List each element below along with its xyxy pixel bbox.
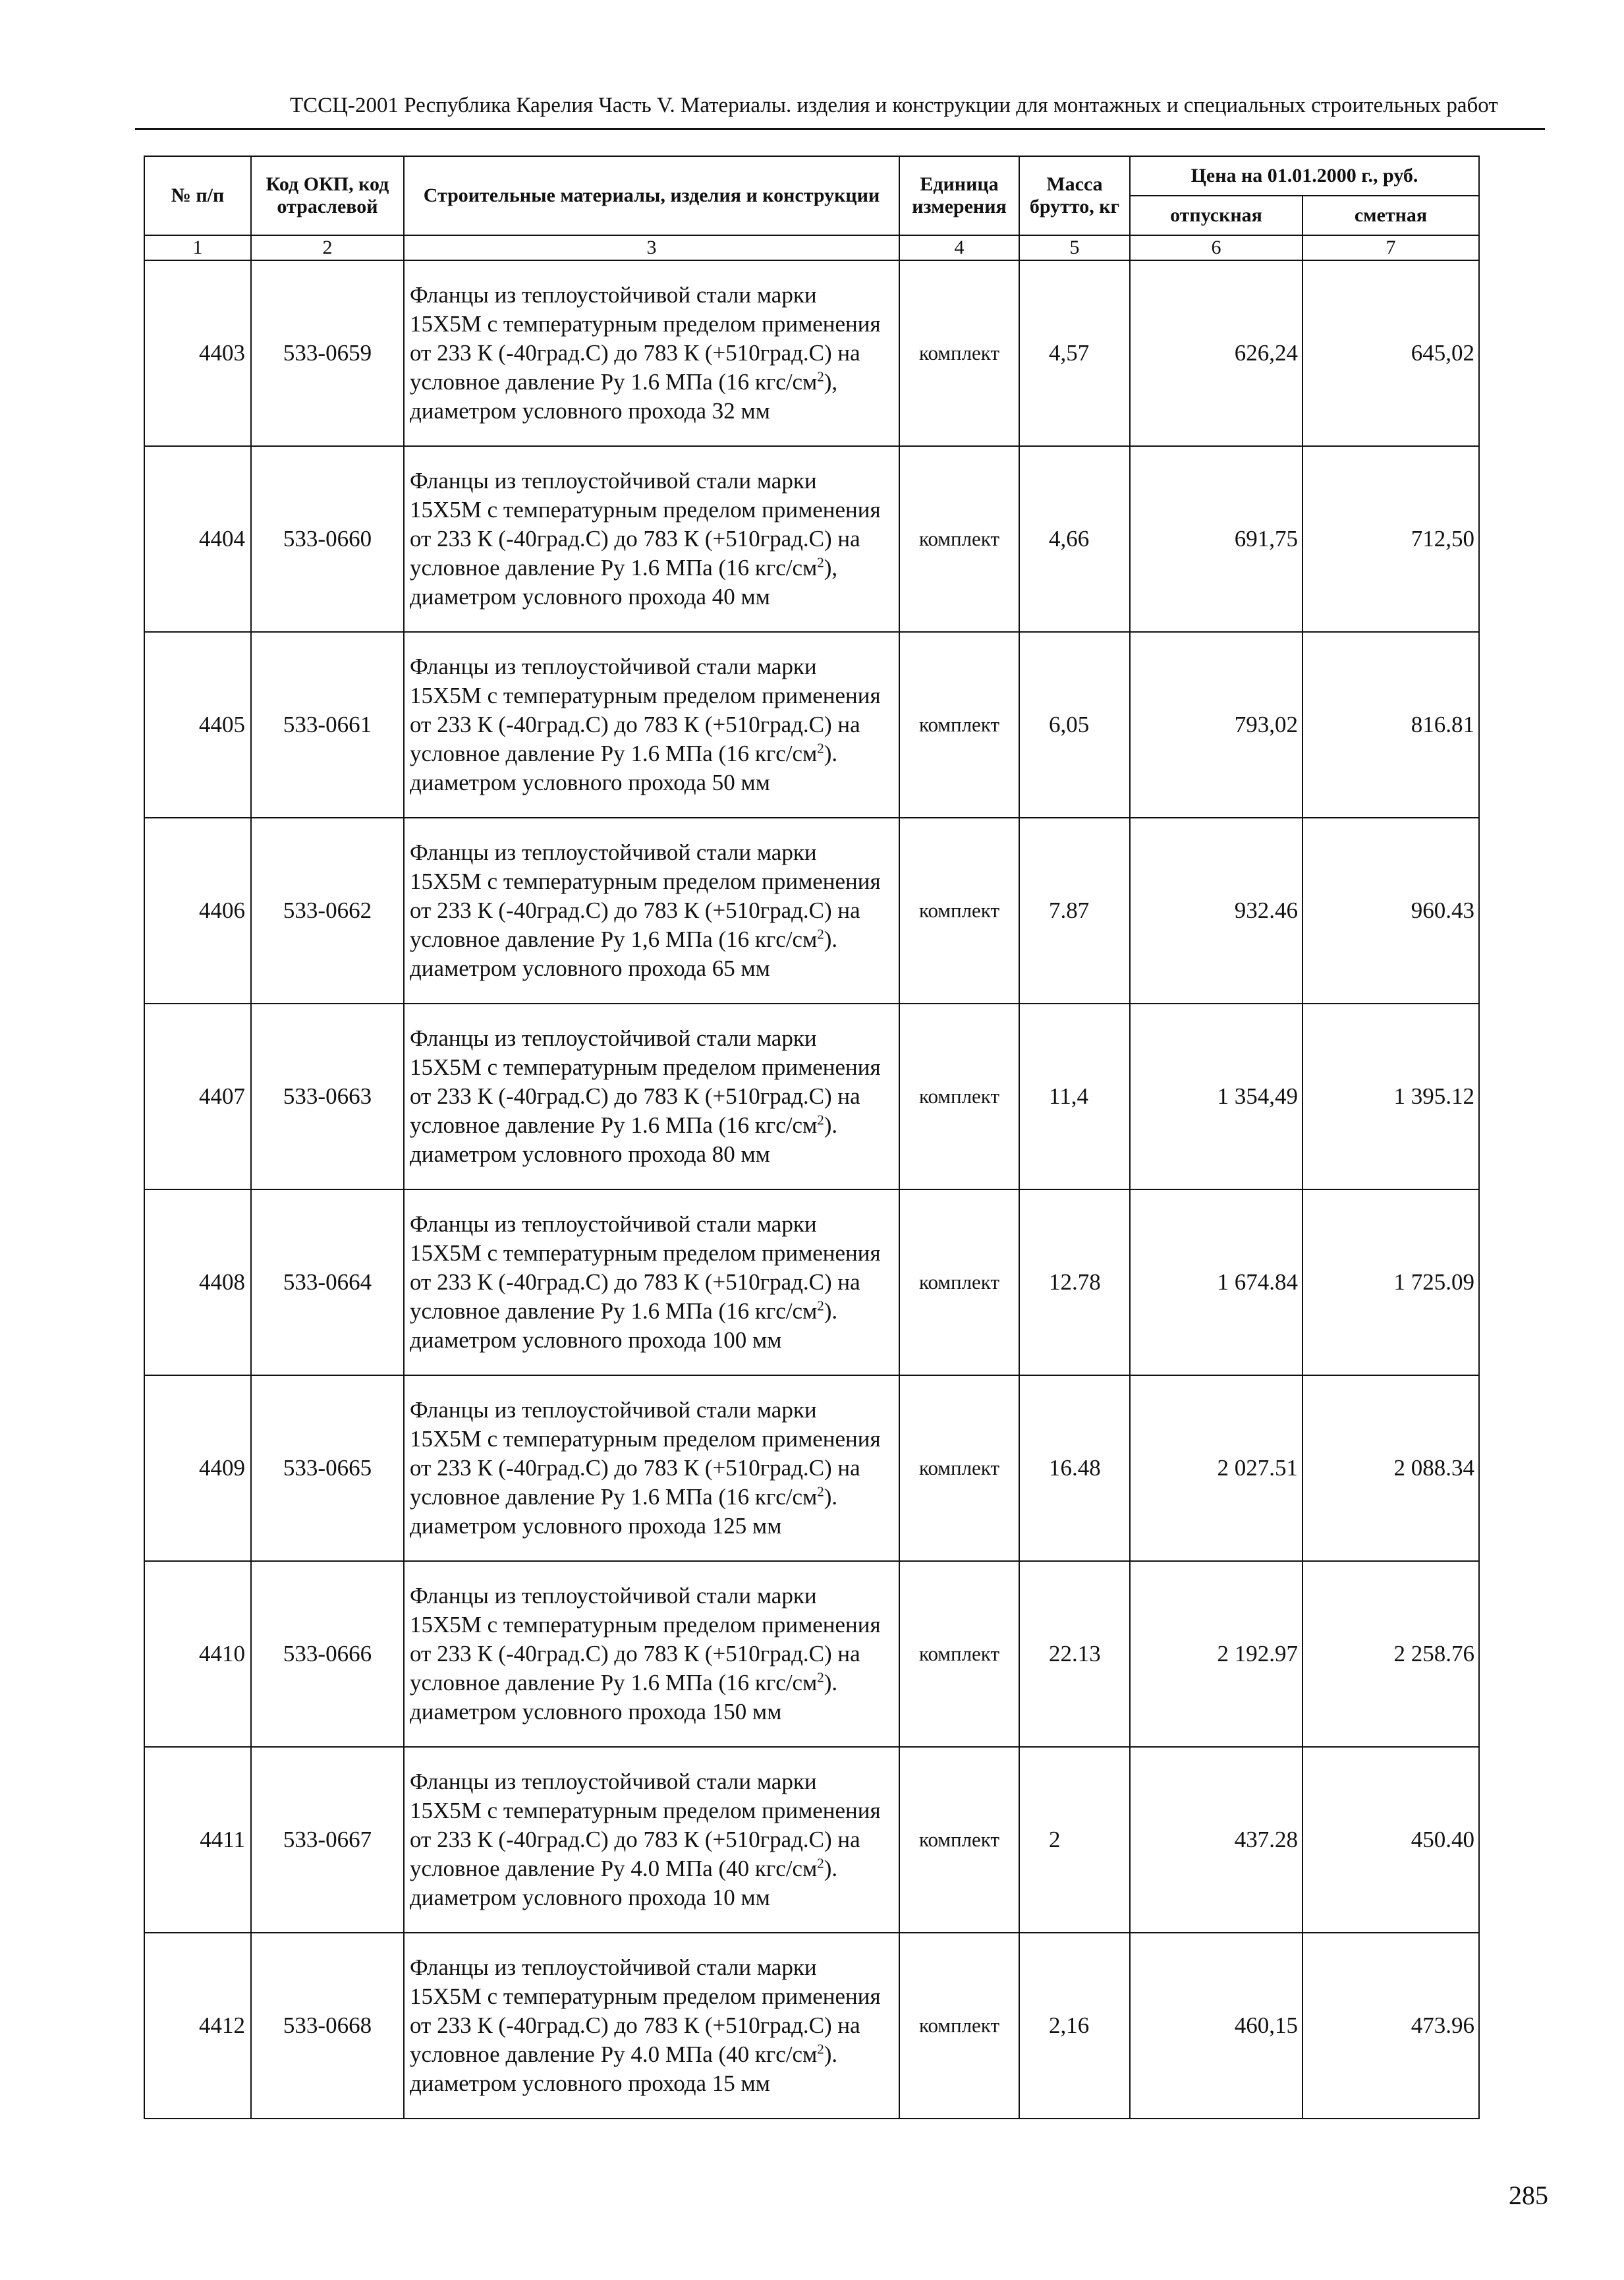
description-text-tail: ). диаметром условного прохода 150 мм [410,1670,838,1724]
price-estimate: 2 088.34 [1302,1375,1479,1561]
column-number: 1 [144,235,251,260]
price-release: 691,75 [1130,446,1302,632]
gross-mass: 12.78 [1019,1189,1130,1375]
price-release: 1 354,49 [1130,1004,1302,1189]
material-description [404,1561,899,1747]
table-row [144,632,1479,818]
description-text: Фланцы из теплоустойчивой стали марки 15Х5М с температурным пределом применения от 233 К (-40град.С) до 783 К (+510град.С) на условное давление Ру 1.6 МПа (16 кгс/см [410,282,881,395]
description-text: Фланцы из теплоустойчивой стали марки 15Х5М с температурным пределом применения от 233 К (-40град.С) до 783 К (+510град.С) на условное давление Ру 1,6 МПа (16 кгс/см [410,840,881,952]
table-row [144,446,1479,632]
header-rule [135,128,1545,130]
okp-code: 533-0664 [251,1189,404,1375]
row-number: 4409 [144,1375,251,1561]
description-superscript: 2 [817,2041,824,2057]
price-estimate: 645,02 [1302,260,1479,446]
okp-code: 533-0659 [251,260,404,446]
unit-of-measure: комплект [899,1375,1019,1561]
row-number: 4411 [144,1747,251,1933]
okp-code: 533-0667 [251,1747,404,1933]
price-release: 793,02 [1130,632,1302,818]
unit-of-measure: комплект [899,1933,1019,2119]
unit-of-measure: комплект [899,1189,1019,1375]
price-estimate: 473.96 [1302,1933,1479,2119]
okp-code: 533-0666 [251,1561,404,1747]
row-number: 4408 [144,1189,251,1375]
description-text-tail: ). диаметром условного прохода 80 мм [410,1112,838,1167]
col-header-name: Строительные материалы, изделия и конструкции [404,156,899,235]
description-text-tail: ). диаметром условного прохода 15 мм [410,2041,838,2096]
description-superscript: 2 [817,1112,824,1128]
unit-of-measure: комплект [899,260,1019,446]
page-number: 285 [1509,2180,1548,2210]
row-number: 4405 [144,632,251,818]
column-number: 6 [1130,235,1302,260]
col-header-code: Код ОКП, код отраслевой [251,156,404,235]
col-header-unit: Единица измерения [899,156,1019,235]
description-text-tail: ). диаметром условного прохода 125 мм [410,1484,838,1539]
description-text-tail: ). диаметром условного прохода 50 мм [410,741,838,795]
description-superscript: 2 [817,1297,824,1314]
okp-code: 533-0668 [251,1933,404,2119]
price-estimate: 960.43 [1302,818,1479,1004]
col-header-mass: Масса брутто, кг [1019,156,1130,235]
row-number: 4406 [144,818,251,1004]
description-text: Фланцы из теплоустойчивой стали марки 15Х5М с температурным пределом применения от 233 К (-40град.С) до 783 К (+510град.С) на условное давление Ру 1.6 МПа (16 кгс/см [410,1583,881,1696]
okp-code: 533-0665 [251,1375,404,1561]
material-description [404,1189,899,1375]
price-release: 460,15 [1130,1933,1302,2119]
price-release: 626,24 [1130,260,1302,446]
table-row [144,1004,1479,1189]
row-number: 4407 [144,1004,251,1189]
table-row [144,818,1479,1004]
description-superscript: 2 [817,1855,824,1871]
gross-mass: 7.87 [1019,818,1130,1004]
row-number: 4403 [144,260,251,446]
table-row [144,1561,1479,1747]
gross-mass: 6,05 [1019,632,1130,818]
okp-code: 533-0660 [251,446,404,632]
row-number: 4412 [144,1933,251,2119]
price-release: 2 192.97 [1130,1561,1302,1747]
unit-of-measure: комплект [899,446,1019,632]
description-superscript: 2 [817,1669,824,1686]
table-row [144,1933,1479,2119]
description-text: Фланцы из теплоустойчивой стали марки 15Х5М с температурным пределом применения от 233 К (-40град.С) до 783 К (+510град.С) на условное давление Ру 1.6 МПа (16 кгс/см [410,1025,881,1138]
material-description [404,632,899,818]
column-number: 7 [1302,235,1479,260]
material-description [404,1933,899,2119]
price-release: 2 027.51 [1130,1375,1302,1561]
description-text: Фланцы из теплоустойчивой стали марки 15Х5М с температурным пределом применения от 233 К (-40град.С) до 783 К (+510град.С) на условное давление Ру 1.6 МПа (16 кгс/см [410,1397,881,1510]
table-row [144,1375,1479,1561]
description-superscript: 2 [817,740,824,756]
description-text: Фланцы из теплоустойчивой стали марки 15Х5М с температурным пределом применения от 233 К (-40град.С) до 783 К (+510град.С) на условное давление Ру 4.0 МПа (40 кгс/см [410,1954,881,2067]
unit-of-measure: комплект [899,1004,1019,1189]
price-estimate: 1 395.12 [1302,1004,1479,1189]
page-header: ТССЦ-2001 Республика Карелия Часть V. Материалы. изделия и конструкции для монтажных и специальных строительных работ [290,94,1498,117]
material-description [404,1375,899,1561]
gross-mass: 2 [1019,1747,1130,1933]
description-superscript: 2 [817,1483,824,1500]
price-release: 437.28 [1130,1747,1302,1933]
description-text-tail: ). диаметром условного прохода 10 мм [410,1856,838,1910]
column-number: 5 [1019,235,1130,260]
price-estimate: 712,50 [1302,446,1479,632]
gross-mass: 16.48 [1019,1375,1130,1561]
col-header-num: № п/п [144,156,251,235]
column-number: 4 [899,235,1019,260]
price-table [144,156,1480,2119]
material-description [404,818,899,1004]
price-release: 1 674.84 [1130,1189,1302,1375]
gross-mass: 2,16 [1019,1933,1130,2119]
description-text: Фланцы из теплоустойчивой стали марки 15Х5М с температурным пределом применения от 233 К (-40град.С) до 783 К (+510град.С) на условное давление Ру 4.0 МПа (40 кгс/см [410,1769,881,1881]
material-description [404,1747,899,1933]
unit-of-measure: комплект [899,632,1019,818]
gross-mass: 11,4 [1019,1004,1130,1189]
column-number: 2 [251,235,404,260]
gross-mass: 4,57 [1019,260,1130,446]
column-number: 3 [404,235,899,260]
material-description [404,260,899,446]
description-text-tail: ), диаметром условного прохода 40 мм [410,555,838,610]
description-superscript: 2 [817,554,824,571]
table-row [144,1189,1479,1375]
description-text: Фланцы из теплоустойчивой стали марки 15Х5М с температурным пределом применения от 233 К (-40град.С) до 783 К (+510град.С) на условное давление Ру 1.6 МПа (16 кгс/см [410,1211,881,1324]
description-text-tail: ). диаметром условного прохода 100 мм [410,1298,838,1353]
row-number: 4404 [144,446,251,632]
price-estimate: 816.81 [1302,632,1479,818]
description-text-tail: ). диаметром условного прохода 65 мм [410,926,838,981]
col-header-price-estimate: сметная [1302,196,1479,235]
gross-mass: 4,66 [1019,446,1130,632]
row-number: 4410 [144,1561,251,1747]
description-text-tail: ), диаметром условного прохода 32 мм [410,369,838,424]
unit-of-measure: комплект [899,818,1019,1004]
table-row [144,260,1479,446]
material-description [404,446,899,632]
description-text: Фланцы из теплоустойчивой стали марки 15Х5М с температурным пределом применения от 233 К (-40град.С) до 783 К (+510град.С) на условное давление Ру 1.6 МПа (16 кгс/см [410,654,881,766]
col-header-price-group: Цена на 01.01.2000 г., руб. [1130,156,1479,196]
table-row [144,1747,1479,1933]
price-estimate: 2 258.76 [1302,1561,1479,1747]
okp-code: 533-0663 [251,1004,404,1189]
table-body [144,235,1479,2119]
price-estimate: 1 725.09 [1302,1189,1479,1375]
description-superscript: 2 [817,926,824,942]
col-header-price-release: отпускная [1130,196,1302,235]
gross-mass: 22.13 [1019,1561,1130,1747]
material-description [404,1004,899,1189]
okp-code: 533-0662 [251,818,404,1004]
price-estimate: 450.40 [1302,1747,1479,1933]
description-superscript: 2 [817,368,824,385]
unit-of-measure: комплект [899,1561,1019,1747]
description-text: Фланцы из теплоустойчивой стали марки 15Х5М с температурным пределом применения от 233 К (-40град.С) до 783 К (+510град.С) на условное давление Ру 1.6 МПа (16 кгс/см [410,468,881,581]
okp-code: 533-0661 [251,632,404,818]
unit-of-measure: комплект [899,1747,1019,1933]
price-release: 932.46 [1130,818,1302,1004]
column-numbers-row [144,235,1479,260]
